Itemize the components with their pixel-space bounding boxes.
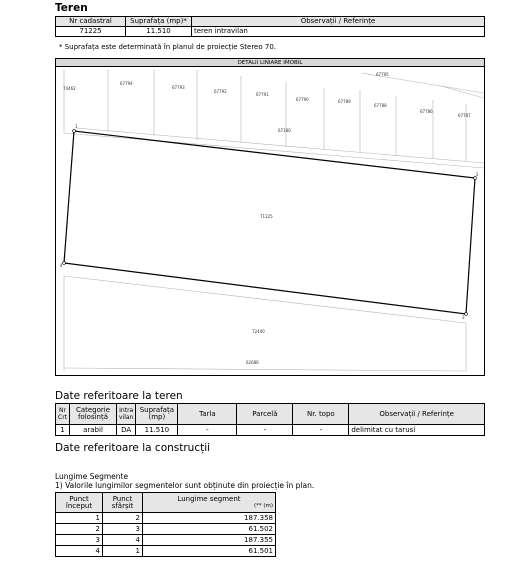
header-observatii: Observații / Referințe — [192, 17, 485, 27]
section-title-referitoare-constructii: Date referitoare la construcții — [55, 442, 211, 454]
header-suprafata: Suprafața (mp)* — [126, 17, 192, 27]
plan-header: DETALII LINIARE IMOBIL — [56, 59, 484, 67]
cell-suprafata: 11.510 — [126, 27, 192, 37]
label-67791: 67791 — [256, 92, 269, 97]
table-row — [56, 535, 276, 546]
header-suprafata-mp: Suprafața (mp) — [136, 404, 178, 425]
section-title-referitoare-teren: Date referitoare la teren — [55, 390, 183, 402]
segmente-table — [55, 492, 276, 557]
header-tarla: Tarla — [178, 404, 237, 425]
referitoare-teren-table — [55, 403, 485, 436]
cell-lungime: 187.358 — [143, 513, 276, 524]
point-marker-4 — [63, 262, 66, 265]
parcel-71225 — [64, 131, 475, 314]
label-72440: 72440 — [252, 329, 265, 334]
header-nr-topo: Nr. topo — [293, 404, 349, 425]
cell-observatii: teren intravilan — [192, 27, 485, 37]
label-71225: 71225 — [260, 214, 273, 219]
label-67180: 67180 — [278, 128, 291, 133]
label-67789: 67789 — [338, 99, 351, 104]
label-62686: 62686 — [246, 360, 259, 365]
table-row — [56, 513, 276, 524]
label-67794: 67794 — [120, 81, 133, 86]
cell-parcela: - — [237, 425, 293, 436]
label-67786: 67786 — [420, 109, 433, 114]
cell-sfarsit: 3 — [103, 524, 143, 535]
header-lungime-label: Lungime segment — [177, 494, 241, 503]
section-title-teren: Teren — [55, 2, 88, 14]
point-marker-2 — [474, 177, 477, 180]
cadastral-plan — [56, 68, 484, 375]
cell-suprafata-mp: 11.510 — [136, 425, 178, 436]
cell-nr-topo: - — [293, 425, 349, 436]
header-nr-cadastral: Nr cadastral — [56, 17, 126, 27]
label-67788: 67788 — [374, 103, 387, 108]
cell-lungime: 61.501 — [143, 546, 276, 557]
header-punct-sfarsit: Punct sfârșit — [103, 493, 143, 513]
label-67790: 67790 — [296, 97, 309, 102]
cell-lungime: 61.502 — [143, 524, 276, 535]
label-74462: 74462 — [63, 86, 76, 91]
label-point-4: 4 — [60, 263, 63, 268]
cell-categorie: arabil — [70, 425, 117, 436]
teren-table — [55, 16, 485, 37]
cell-intravilan: DA — [117, 425, 136, 436]
point-marker-3 — [465, 313, 468, 316]
cell-tarla: - — [178, 425, 237, 436]
cell-sfarsit: 4 — [103, 535, 143, 546]
table-row — [56, 524, 276, 535]
cell-sfarsit: 2 — [103, 513, 143, 524]
header-nr-crt: Nr Crt — [56, 404, 70, 425]
label-67793: 67793 — [172, 85, 185, 90]
cell-observatii-referinte: delimitat cu tarusi — [349, 425, 485, 436]
teren-note: * Suprafața este determinată în planul de proiecție Stereo 70. — [59, 43, 277, 51]
header-lungime-unit: (** (m) — [253, 502, 273, 509]
label-point-1: 1 — [75, 124, 78, 129]
header-intravilan: Intra vilan — [117, 404, 136, 425]
cell-lungime: 187.355 — [143, 535, 276, 546]
point-marker-1 — [73, 130, 76, 133]
plan-frame — [55, 58, 485, 376]
segmente-title: Lungime Segmente — [55, 472, 129, 481]
header-parcela: Parcelă — [237, 404, 293, 425]
table-row — [56, 546, 276, 557]
label-67792: 67792 — [214, 89, 227, 94]
cell-inceput: 3 — [56, 535, 103, 546]
label-point-3: 3 — [462, 315, 465, 320]
header-categorie: Categorie folosință — [70, 404, 117, 425]
label-point-2: 2 — [476, 172, 479, 177]
label-67795: 67795 — [376, 72, 389, 77]
cell-inceput: 1 — [56, 513, 103, 524]
cell-inceput: 2 — [56, 524, 103, 535]
segmente-subtitle: 1) Valorile lungimilor segmentelor sunt obținute din proiecție în plan. — [55, 481, 315, 490]
cell-nr-cadastral: 71225 — [56, 27, 126, 37]
cell-nr-crt: 1 — [56, 425, 70, 436]
cell-sfarsit: 1 — [103, 546, 143, 557]
label-67787: 67787 — [458, 113, 471, 118]
header-punct-inceput: Punct început — [56, 493, 103, 513]
header-observatii-referinte: Observații / Referințe — [349, 404, 485, 425]
header-lungime-segment — [143, 493, 276, 513]
cell-inceput: 4 — [56, 546, 103, 557]
